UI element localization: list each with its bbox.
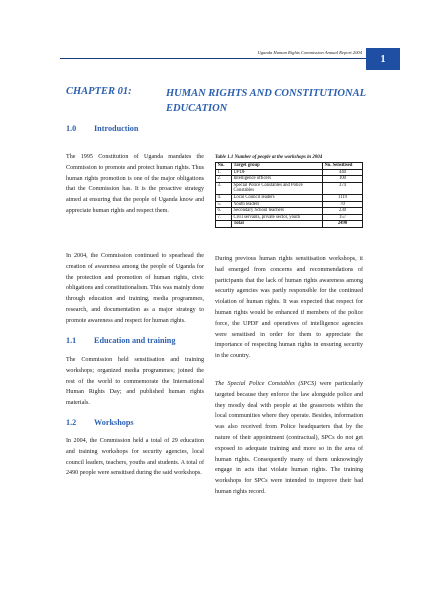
workshops-paragraph: In 2004, the Commission held a total of 29 education and training workshops for security agencies, local council leaders, teachers, youths and students. A total of 2490 people were sensitised during the said workshops. xyxy=(66,438,204,477)
table-row xyxy=(216,201,363,208)
section-title: Education and training xyxy=(94,336,176,345)
row-group: Local Council leaders xyxy=(232,194,323,201)
running-header: Uganda Human Rights Commission Annual Report 2004 xyxy=(257,50,362,55)
table-header-row xyxy=(216,163,363,170)
total-blank xyxy=(216,221,232,228)
row-count: 157 xyxy=(323,214,363,221)
row-group: Special Police Constables and Police Constables xyxy=(232,182,323,194)
row-count: 100 xyxy=(323,176,363,183)
page-number: 1 xyxy=(380,53,386,65)
row-count: 70 xyxy=(323,201,363,208)
row-no: 3. xyxy=(216,182,232,194)
table-caption: Table 1.1 Number of people at the workshops in 2004 xyxy=(215,155,323,160)
row-group: Secondary School teachers xyxy=(232,208,323,215)
header-sensitised: No. Sensitised xyxy=(323,163,363,170)
spc-text: were particularly targeted because they enforce the law alongside police and they mostly deal with people at the grassroots within the local communities where they operate. Besides, information was also received from Police headquarters that by the nature of their appointment (contractual), SPCs do not get exposed to adequate training and more so in the area of human rights. Consequently many of them unknowingly engage in acts that violate human rights. The training workshops for SPCs were intended to improve their bad human rights record. xyxy=(215,381,363,495)
spc-term: The Special Police Constables (SPCS) xyxy=(215,381,317,387)
section-title: Introduction xyxy=(94,124,139,133)
spc-paragraph xyxy=(215,379,363,498)
section-heading-workshops xyxy=(66,418,134,427)
section-number: 1.1 xyxy=(66,336,77,345)
table-row xyxy=(216,176,363,183)
intro-paragraph-1: The 1995 Constitution of Uganda mandates the Commission to promote and protect human rights. Thus human rights promotion is one of the major obligations that the Commission has. It is the proactive strategy aimed at ensuring that the people of Uganda know and appreciate human rights and respect them. xyxy=(66,154,204,214)
header-target-group: Target group xyxy=(232,163,323,170)
table-row xyxy=(216,182,363,194)
section-number: 1.2 xyxy=(66,418,77,427)
table-row xyxy=(216,194,363,201)
row-group: Intelligence officers xyxy=(232,176,323,183)
section-number: 1.0 xyxy=(66,124,77,133)
row-no: 2. xyxy=(216,176,232,183)
table-row xyxy=(216,208,363,215)
table-total-row xyxy=(216,221,363,228)
header-rule xyxy=(60,58,366,59)
row-group: Civil servants, private sector, youth xyxy=(232,214,323,221)
section-heading-education xyxy=(66,336,175,345)
row-count: 440 xyxy=(323,169,363,176)
row-no: 1. xyxy=(216,169,232,176)
total-value: 2490 xyxy=(323,221,363,228)
table-row xyxy=(216,214,363,221)
education-paragraph: The Commission held sensitisation and training workshops; organized media programmes; joined the rest of the world to commemorate the International Human Rights Day; and published human rights materials. xyxy=(66,357,204,407)
page-number-box xyxy=(366,48,400,70)
section-title: Workshops xyxy=(94,418,134,427)
row-group: UPDF xyxy=(232,169,323,176)
table-row xyxy=(216,169,363,176)
header-no: No. xyxy=(216,163,232,170)
total-label: Total xyxy=(232,221,323,228)
intro-paragraph-2: In 2004, the Commission continued to spearhead the creation of awareness among the people of Uganda for the protection and promotion of human rights, civic obligations and constitutionalism. This was mainly done through education and training, media programmes, research, and documentation as a major strategy to promote awareness and respect for human rights. xyxy=(66,253,204,324)
chapter-title: HUMAN RIGHTS AND CONSTITUTIONAL EDUCATION xyxy=(166,88,366,114)
workshop-table xyxy=(215,162,363,228)
security-paragraph: During previous human rights sensitisation workshops, it had emerged from concerns and recommendations of participants that the lack of human rights awareness among security agencies was partly responsible for the continued violation of human rights. It was expected that respect for human rights would be enhanced if members of the police force, the UPDF and operatives of intelligence agencies were sensitised in order for them to appreciate the importance of respecting human rights in ensuring security in the country. xyxy=(215,256,363,360)
section-heading-introduction xyxy=(66,124,138,133)
row-no: 4. xyxy=(216,194,232,201)
chapter-label: CHAPTER 01: xyxy=(66,86,132,97)
row-count: 374 xyxy=(323,182,363,194)
row-count: 230 xyxy=(323,208,363,215)
row-group: Youth leaders xyxy=(232,201,323,208)
row-count: 1119 xyxy=(323,194,363,201)
row-no: 7. xyxy=(216,214,232,221)
row-no: 5. xyxy=(216,201,232,208)
row-no: 6. xyxy=(216,208,232,215)
